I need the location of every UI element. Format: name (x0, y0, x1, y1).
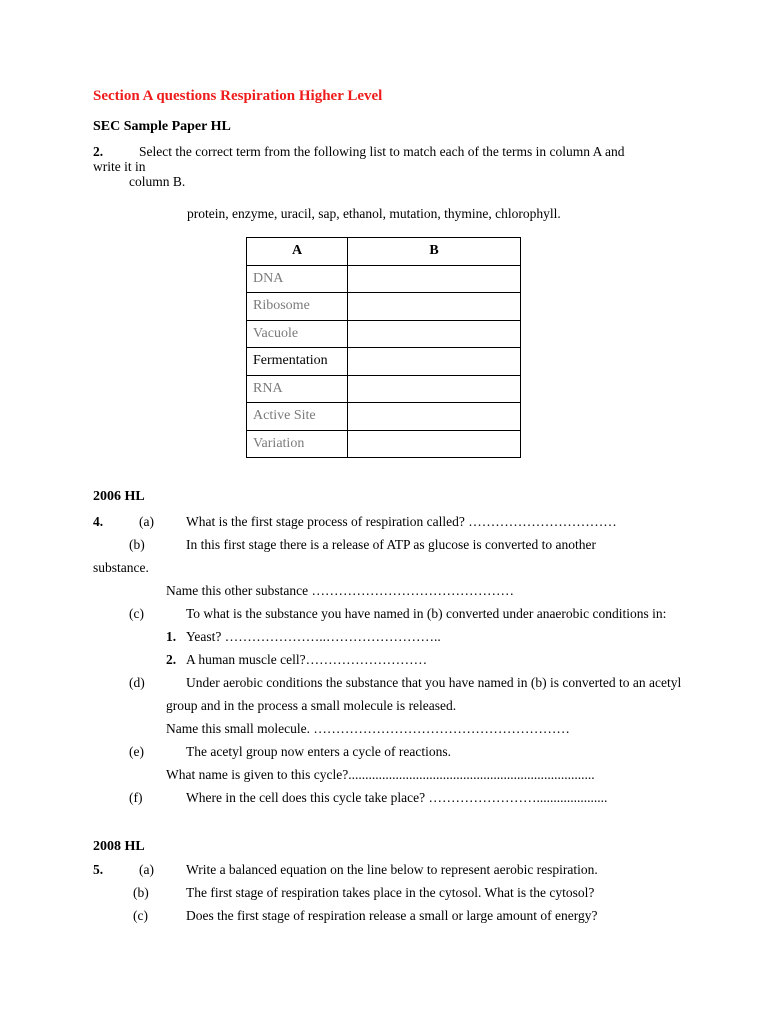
term-cell: DNA (247, 265, 348, 293)
table-row (247, 265, 521, 293)
q4a-text: What is the first stage process of respiration called? …………………………… (186, 514, 617, 529)
q4e-text: The acetyl group now enters a cycle of reactions. (186, 744, 452, 759)
q4-number: 4. (93, 514, 104, 529)
q5b-label: (b) (133, 885, 149, 900)
table-row (247, 320, 521, 348)
table-header-row (247, 238, 521, 266)
term-cell: Ribosome (247, 293, 348, 321)
q4b-label: (b) (129, 537, 145, 552)
paper-title: SEC Sample Paper HL (93, 119, 231, 134)
q4c1-number: 1. (166, 629, 177, 644)
table-row (247, 430, 521, 458)
table-row (247, 293, 521, 321)
q4d-name-line: Name this small molecule. ………………………………………………… (166, 721, 570, 736)
q2-line1: Select the correct term from the following list to match each of the terms in column A and (139, 144, 625, 159)
column-b-header: B (348, 238, 521, 266)
answer-cell (348, 403, 521, 431)
table-row (247, 375, 521, 403)
answer-cell (348, 375, 521, 403)
q4f-label: (f) (129, 790, 143, 805)
answer-cell (348, 265, 521, 293)
q4d-label: (d) (129, 675, 145, 690)
q4c2-text: A human muscle cell?……………………… (186, 652, 428, 667)
q4b-continuation: substance. (93, 560, 149, 575)
q2-line2: write it in (93, 159, 146, 174)
table-row (247, 403, 521, 431)
heading-2006: 2006 HL (93, 489, 145, 504)
term-cell: Fermentation (247, 348, 348, 376)
q4e-name-line: What name is given to this cycle?......................................................................... (166, 767, 595, 782)
answer-cell (348, 320, 521, 348)
q4c-label: (c) (129, 606, 144, 621)
term-list: protein, enzyme, uracil, sap, ethanol, mutation, thymine, chlorophyll. (187, 206, 561, 221)
term-cell: Active Site (247, 403, 348, 431)
section-title: Section A questions Respiration Higher Level (93, 88, 383, 104)
q2-number: 2. (93, 144, 104, 159)
q5c-text: Does the first stage of respiration release a small or large amount of energy? (186, 908, 598, 923)
answer-cell (348, 293, 521, 321)
q4a-label: (a) (139, 514, 154, 529)
q4e-label: (e) (129, 744, 144, 759)
answer-cell (348, 348, 521, 376)
q4b-name-line: Name this other substance ……………………………………… (166, 583, 514, 598)
term-cell: Vacuole (247, 320, 348, 348)
heading-2008: 2008 HL (93, 839, 145, 854)
q4b-text: In this first stage there is a release of ATP as glucose is converted to another (186, 537, 597, 552)
q5-number: 5. (93, 862, 104, 877)
q5b-text: The first stage of respiration takes place in the cytosol. What is the cytosol? (186, 885, 595, 900)
q5c-label: (c) (133, 908, 148, 923)
q4d-continuation: group and in the process a small molecule is released. (166, 698, 457, 713)
matching-table (246, 237, 521, 458)
column-a-header: A (247, 238, 348, 266)
q4c-text: To what is the substance you have named in (b) converted under anaerobic conditions in: (186, 606, 667, 621)
term-cell: Variation (247, 430, 348, 458)
q4d-text: Under aerobic conditions the substance that you have named in (b) is converted to an acetyl (186, 675, 682, 690)
q5a-text: Write a balanced equation on the line below to represent aerobic respiration. (186, 862, 598, 877)
q4c1-text: Yeast? …………………..…………………….. (186, 629, 441, 644)
q4c2-number: 2. (166, 652, 177, 667)
q5a-label: (a) (139, 862, 154, 877)
answer-cell (348, 430, 521, 458)
term-cell: RNA (247, 375, 348, 403)
q4f-text: Where in the cell does this cycle take place? ……………………..................... (186, 790, 608, 805)
q2-line3: column B. (129, 174, 186, 189)
table-row (247, 348, 521, 376)
